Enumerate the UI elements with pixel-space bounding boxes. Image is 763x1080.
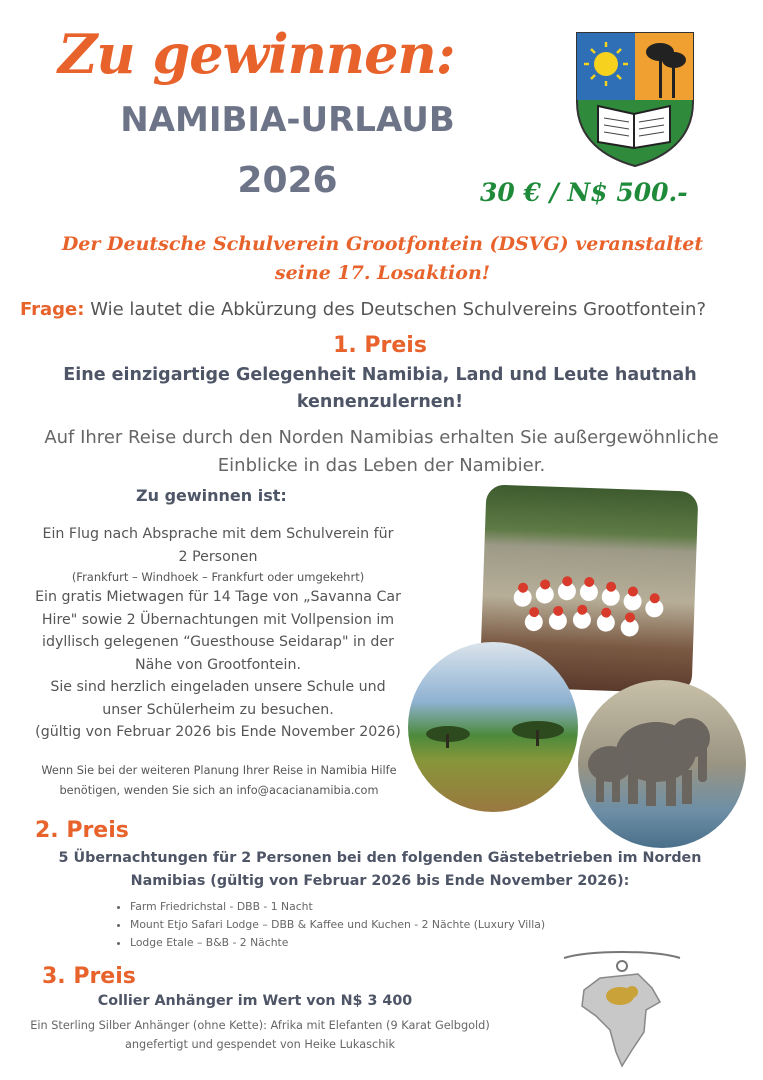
travel-help-note (14, 761, 424, 801)
prize1-description (20, 424, 743, 480)
prize2-subtitle (30, 847, 730, 893)
prize1-detail-line: Nähe von Grootfontein. (135, 656, 301, 673)
elephants-photo (578, 680, 746, 848)
prize3-description (30, 1016, 490, 1054)
savanna-landscape-photo (408, 642, 578, 812)
prize1-detail-line: (gültig von Februar 2026 bis Ende November 2026) (35, 724, 401, 740)
intro-line: seine 17. Losaktion! (274, 262, 491, 284)
prize3-description-line: angefertigt und gespendet von Heike Lukaschik (124, 1038, 396, 1051)
prize1-details (18, 523, 418, 744)
intro-line: Der Deutsche Schulverein Grootfontein (DSVG) veranstaltet (61, 233, 704, 255)
title-year: 2026 (237, 160, 338, 201)
prize2-heading: 2. Preis (35, 818, 129, 843)
prize1-detail-line: unser Schülerheim zu besuchen. (102, 701, 334, 718)
headline: Zu gewinnen: (58, 22, 455, 86)
prize1-heading: 1. Preis (333, 333, 427, 358)
prize1-detail-line: idyllisch gelegenen “Guesthouse Seidarap" in der (42, 634, 394, 650)
prize1-description-line: Auf Ihrer Reise durch den Norden Namibias erhalten Sie außergewöhnliche (44, 427, 719, 448)
prize1-detail-line: Ein gratis Mietwagen für 14 Tage von „Savanna Car (35, 589, 401, 605)
prize3-description-line: Ein Sterling Silber Anhänger (ohne Kette): Afrika mit Elefanten (9 Karat Gelbgold) (30, 1019, 490, 1032)
africa-pendant-image (560, 944, 684, 1072)
prize1-description-line: Einblicke in das Leben der Namibier. (217, 455, 546, 476)
ticket-price: 30 € / N$ 500.- (480, 178, 688, 207)
help-line: Wenn Sie bei der weiteren Planung Ihrer Reise in Namibia Hilfe (41, 764, 397, 777)
prize2-subtitle-line: Namibias (gültig von Februar 2026 bis Ende November 2026): (130, 873, 630, 889)
prize2-subtitle-line: 5 Übernachtungen für 2 Personen bei den folgenden Gästebetrieben im Norden (58, 850, 702, 866)
prize1-win-label: Zu gewinnen ist: (136, 486, 287, 505)
lodge-item: • Farm Friedrichstal - DBB - 1 Nacht (130, 898, 650, 916)
prize1-detail-line: (Frankfurt – Windhoek – Frankfurt oder umgekehrt) (71, 570, 365, 584)
question (20, 299, 750, 320)
prize1-detail-line: Ein Flug nach Absprache mit dem Schulverein für (42, 526, 394, 542)
help-line: benötigen, wenden Sie sich an info@acacianamibia.com (59, 784, 379, 797)
prize1-detail-line: Sie sind herzlich eingeladen unsere Schule und (50, 679, 386, 695)
prize1-subtitle (30, 362, 730, 416)
lodge-item: • Mount Etjo Safari Lodge – DBB & Kaffee und Kuchen - 2 Nächte (Luxury Villa) (130, 916, 650, 934)
intro-text (20, 230, 745, 288)
question-text: Wie lautet die Abkürzung des Deutschen Schulvereins Grootfontein? (84, 299, 707, 320)
prize3-heading: 3. Preis (42, 964, 136, 989)
prize3-subtitle: Collier Anhänger im Wert von N$ 3 400 (97, 993, 413, 1009)
question-label: Frage: (20, 299, 85, 320)
prize1-detail-line: Hire" sowie 2 Übernachtungen mit Vollpension im (41, 611, 395, 628)
prize1-detail-line: 2 Personen (178, 548, 258, 565)
prize1-subtitle-line: kennenzulernen! (296, 392, 464, 412)
school-crest-logo (574, 30, 696, 168)
title-namibia-urlaub: NAMIBIA-URLAUB (120, 100, 455, 140)
lodge-item: • Lodge Etale – B&B - 2 Nächte (130, 934, 650, 952)
prize1-subtitle-line: Eine einzigartige Gelegenheit Namibia, Land und Leute hautnah (63, 365, 697, 385)
